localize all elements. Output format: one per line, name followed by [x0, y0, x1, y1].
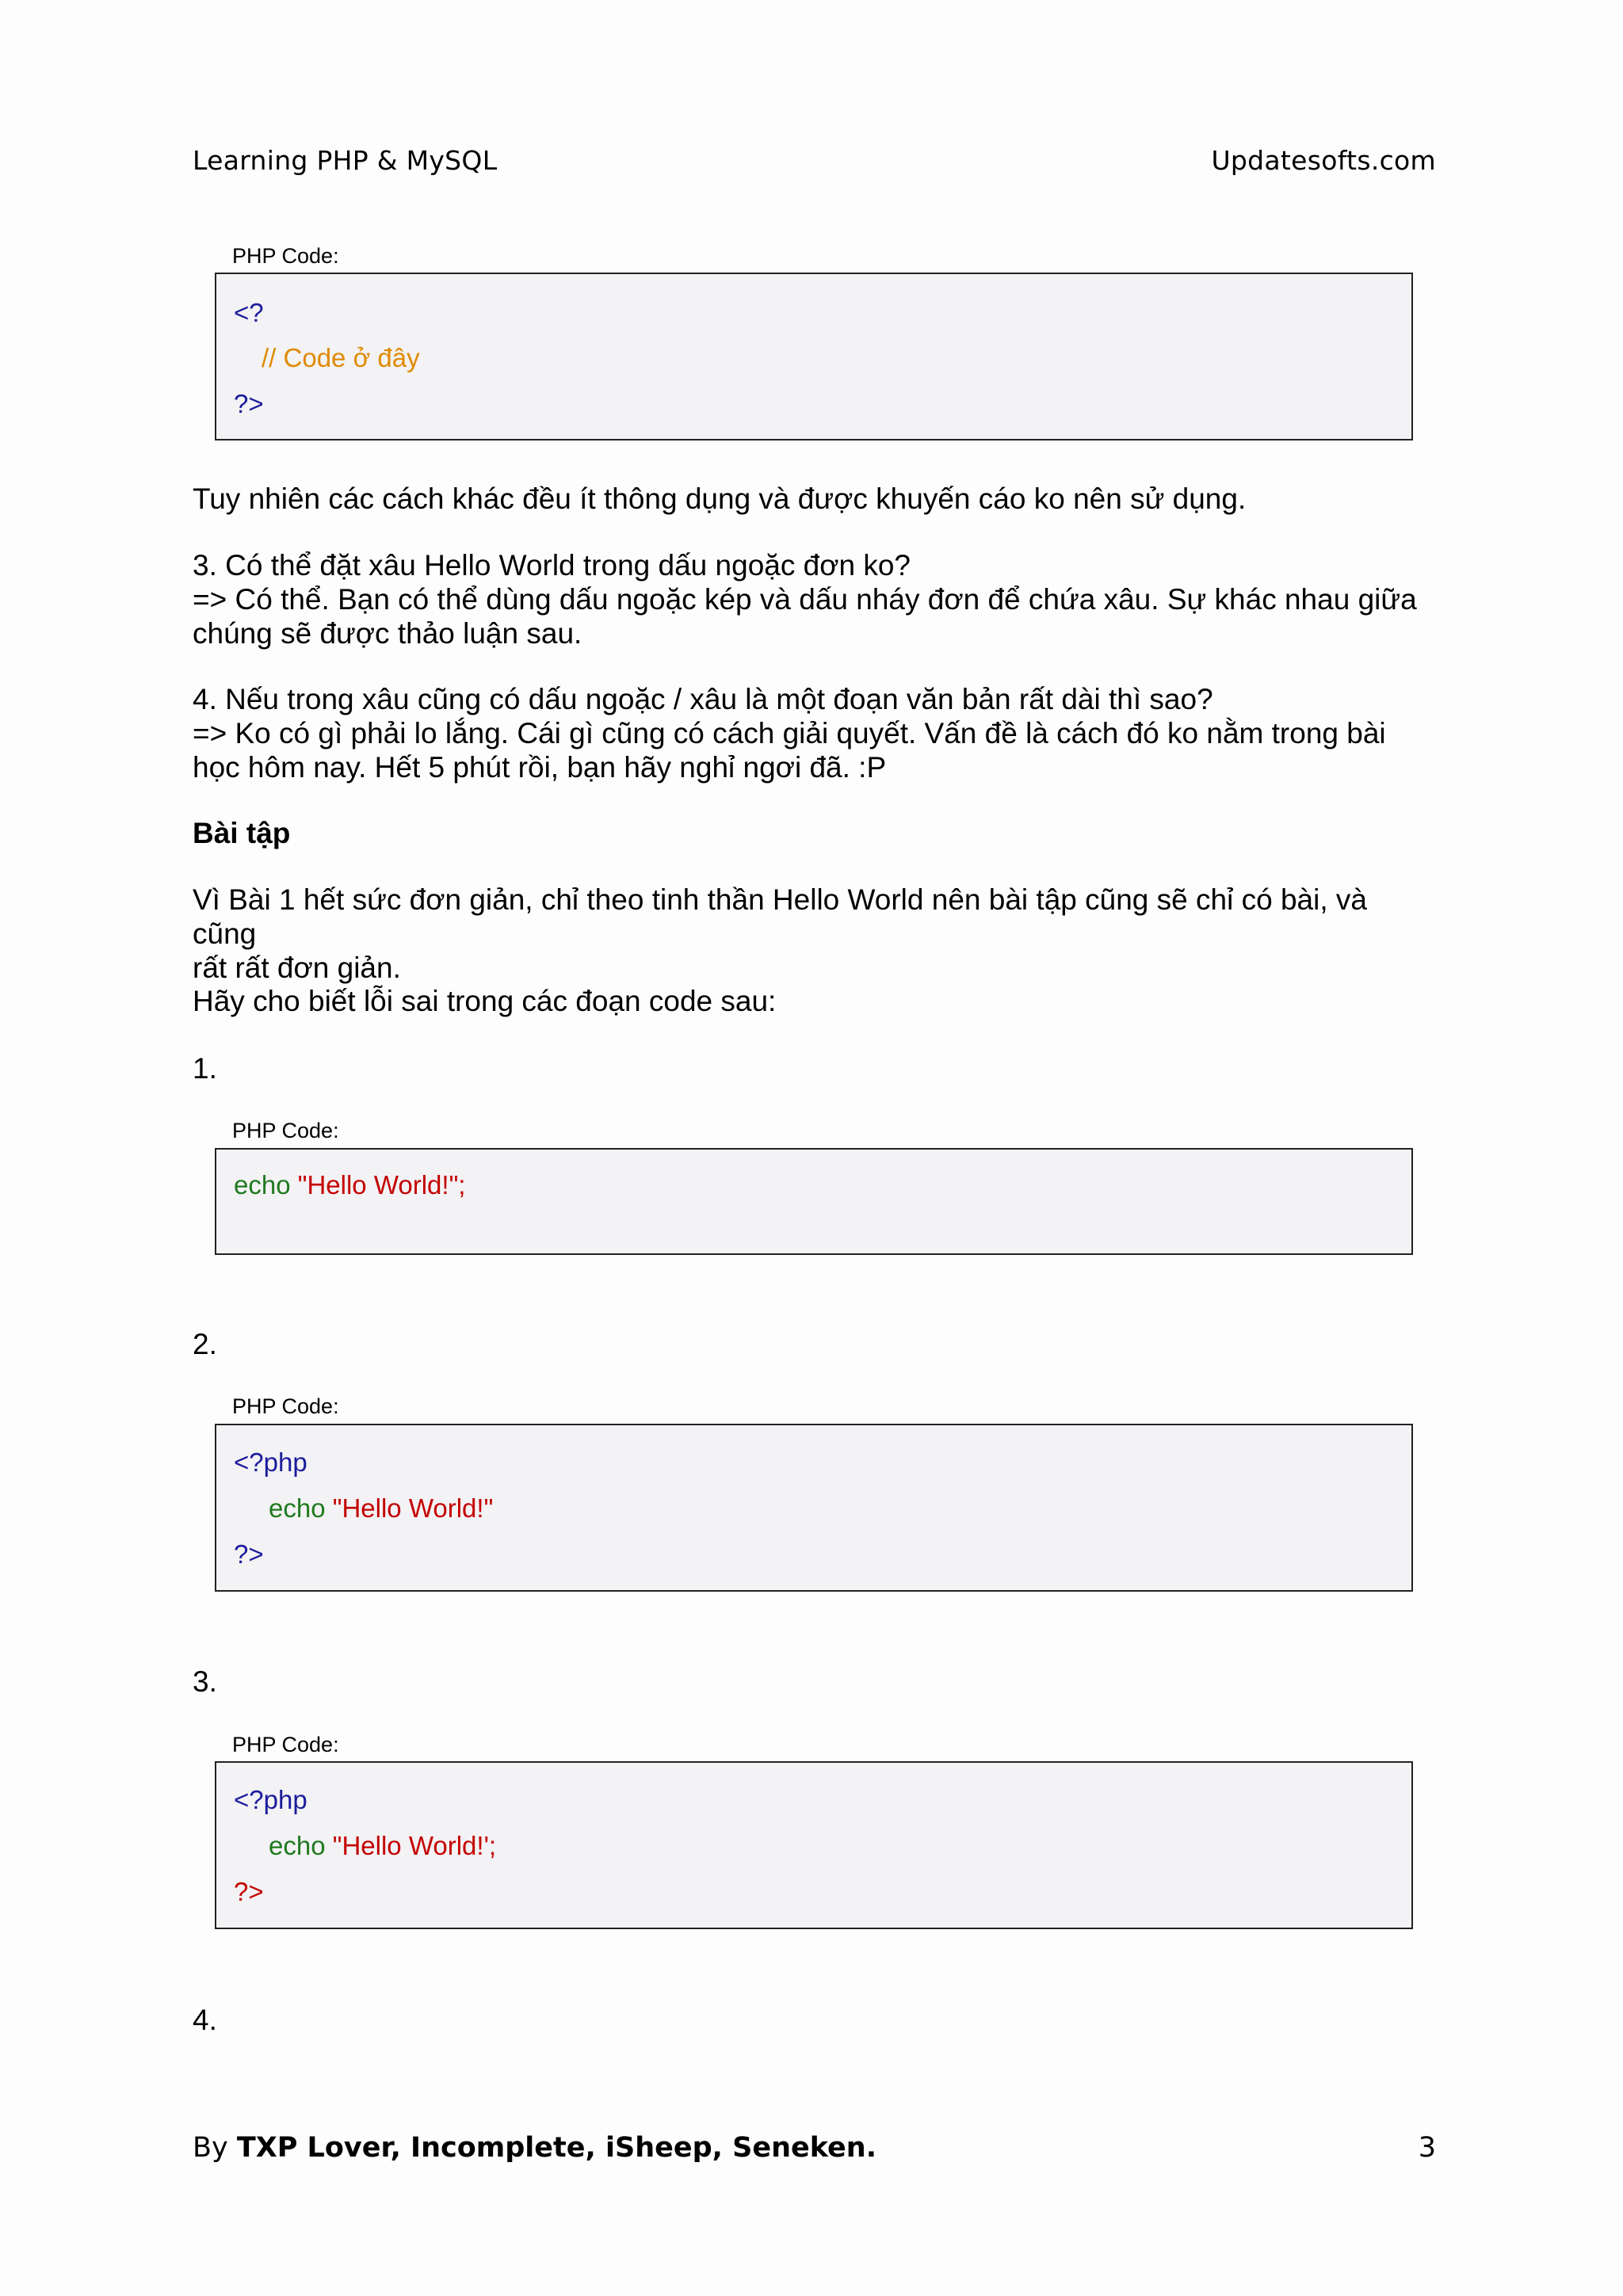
- php-open-tag: <?php: [234, 1785, 307, 1814]
- string-literal: "Hello World!": [332, 1493, 494, 1523]
- paragraph: Tuy nhiên các cách khác đều ít thông dụng và được khuyến cáo ko nên sử dụng.: [193, 482, 1247, 515]
- code-line: [269, 1831, 496, 1861]
- code-block: [215, 1761, 1413, 1929]
- php-close-tag: ?>: [234, 389, 264, 418]
- answer-line: => Có thể. Bạn có thể dùng dấu ngoặc kép và dấu nháy đơn để chứa xâu. Sự khác nhau giữa: [193, 583, 1417, 616]
- code-line: [234, 1170, 465, 1200]
- code-label: PHP Code:: [232, 244, 339, 268]
- php-close-tag: ?>: [234, 1877, 264, 1906]
- code-block: [215, 1148, 1413, 1255]
- echo-keyword: echo: [269, 1831, 333, 1860]
- page-footer: [193, 2132, 1436, 2172]
- php-open-tag: <?: [234, 298, 264, 327]
- answer-line: học hôm nay. Hết 5 phút rồi, bạn hãy nghỉ ngơi đã. :P: [193, 751, 887, 784]
- exercise-number: 3.: [193, 1665, 217, 1698]
- echo-keyword: echo: [269, 1493, 333, 1523]
- exercise-intro: [193, 883, 1437, 985]
- header-site: Updatesofts.com: [1211, 145, 1436, 176]
- question-3: [193, 548, 1437, 650]
- question-text: 4. Nếu trong xâu cũng có dấu ngoặc / xâu là một đoạn văn bản rất dài thì sao?: [193, 683, 1213, 715]
- code-block: [215, 273, 1413, 441]
- page-number: 3: [1418, 2132, 1436, 2164]
- question-4: [193, 682, 1437, 784]
- php-open-tag: <?php: [234, 1447, 307, 1477]
- question-text: 3. Có thể đặt xâu Hello World trong dấu ngoặc đơn ko?: [193, 549, 911, 582]
- exercise-number: 1.: [193, 1052, 217, 1085]
- intro-line: rất rất đơn giản.: [193, 952, 401, 984]
- page-header: [193, 145, 1436, 185]
- code-label: PHP Code:: [232, 1119, 339, 1142]
- code-line: [269, 1493, 493, 1524]
- code-label: PHP Code:: [232, 1733, 339, 1756]
- intro-line: Vì Bài 1 hết sức đơn giản, chỉ theo tinh thần Hello World nên bài tập cũng sẽ chỉ có bài, và cũng: [193, 883, 1367, 950]
- exercise-number: 2.: [193, 1328, 217, 1360]
- footer-authors: TXP Lover, Incomplete, iSheep, Seneken.: [236, 2132, 877, 2164]
- exercise-number: 4.: [193, 2004, 217, 2036]
- code-comment: // Code ở đây: [262, 343, 420, 372]
- answer-line: chúng sẽ được thảo luận sau.: [193, 617, 582, 650]
- echo-keyword: echo: [234, 1170, 298, 1199]
- semicolon: ;: [458, 1170, 466, 1199]
- header-title: Learning PHP & MySQL: [193, 145, 498, 176]
- exercise-prompt: Hãy cho biết lỗi sai trong các đoạn code sau:: [193, 985, 777, 1017]
- php-close-tag: ?>: [234, 1539, 264, 1569]
- string-literal: "Hello World!": [297, 1170, 459, 1199]
- footer-by: By: [193, 2132, 237, 2164]
- code-label: PHP Code:: [232, 1394, 339, 1418]
- code-block: [215, 1424, 1413, 1592]
- answer-line: => Ko có gì phải lo lắng. Cái gì cũng có cách giải quyết. Vấn đề là cách đó ko nằm trong bài: [193, 717, 1386, 749]
- string-literal: "Hello World!';: [332, 1831, 497, 1860]
- exercise-heading: Bài tập: [193, 817, 291, 849]
